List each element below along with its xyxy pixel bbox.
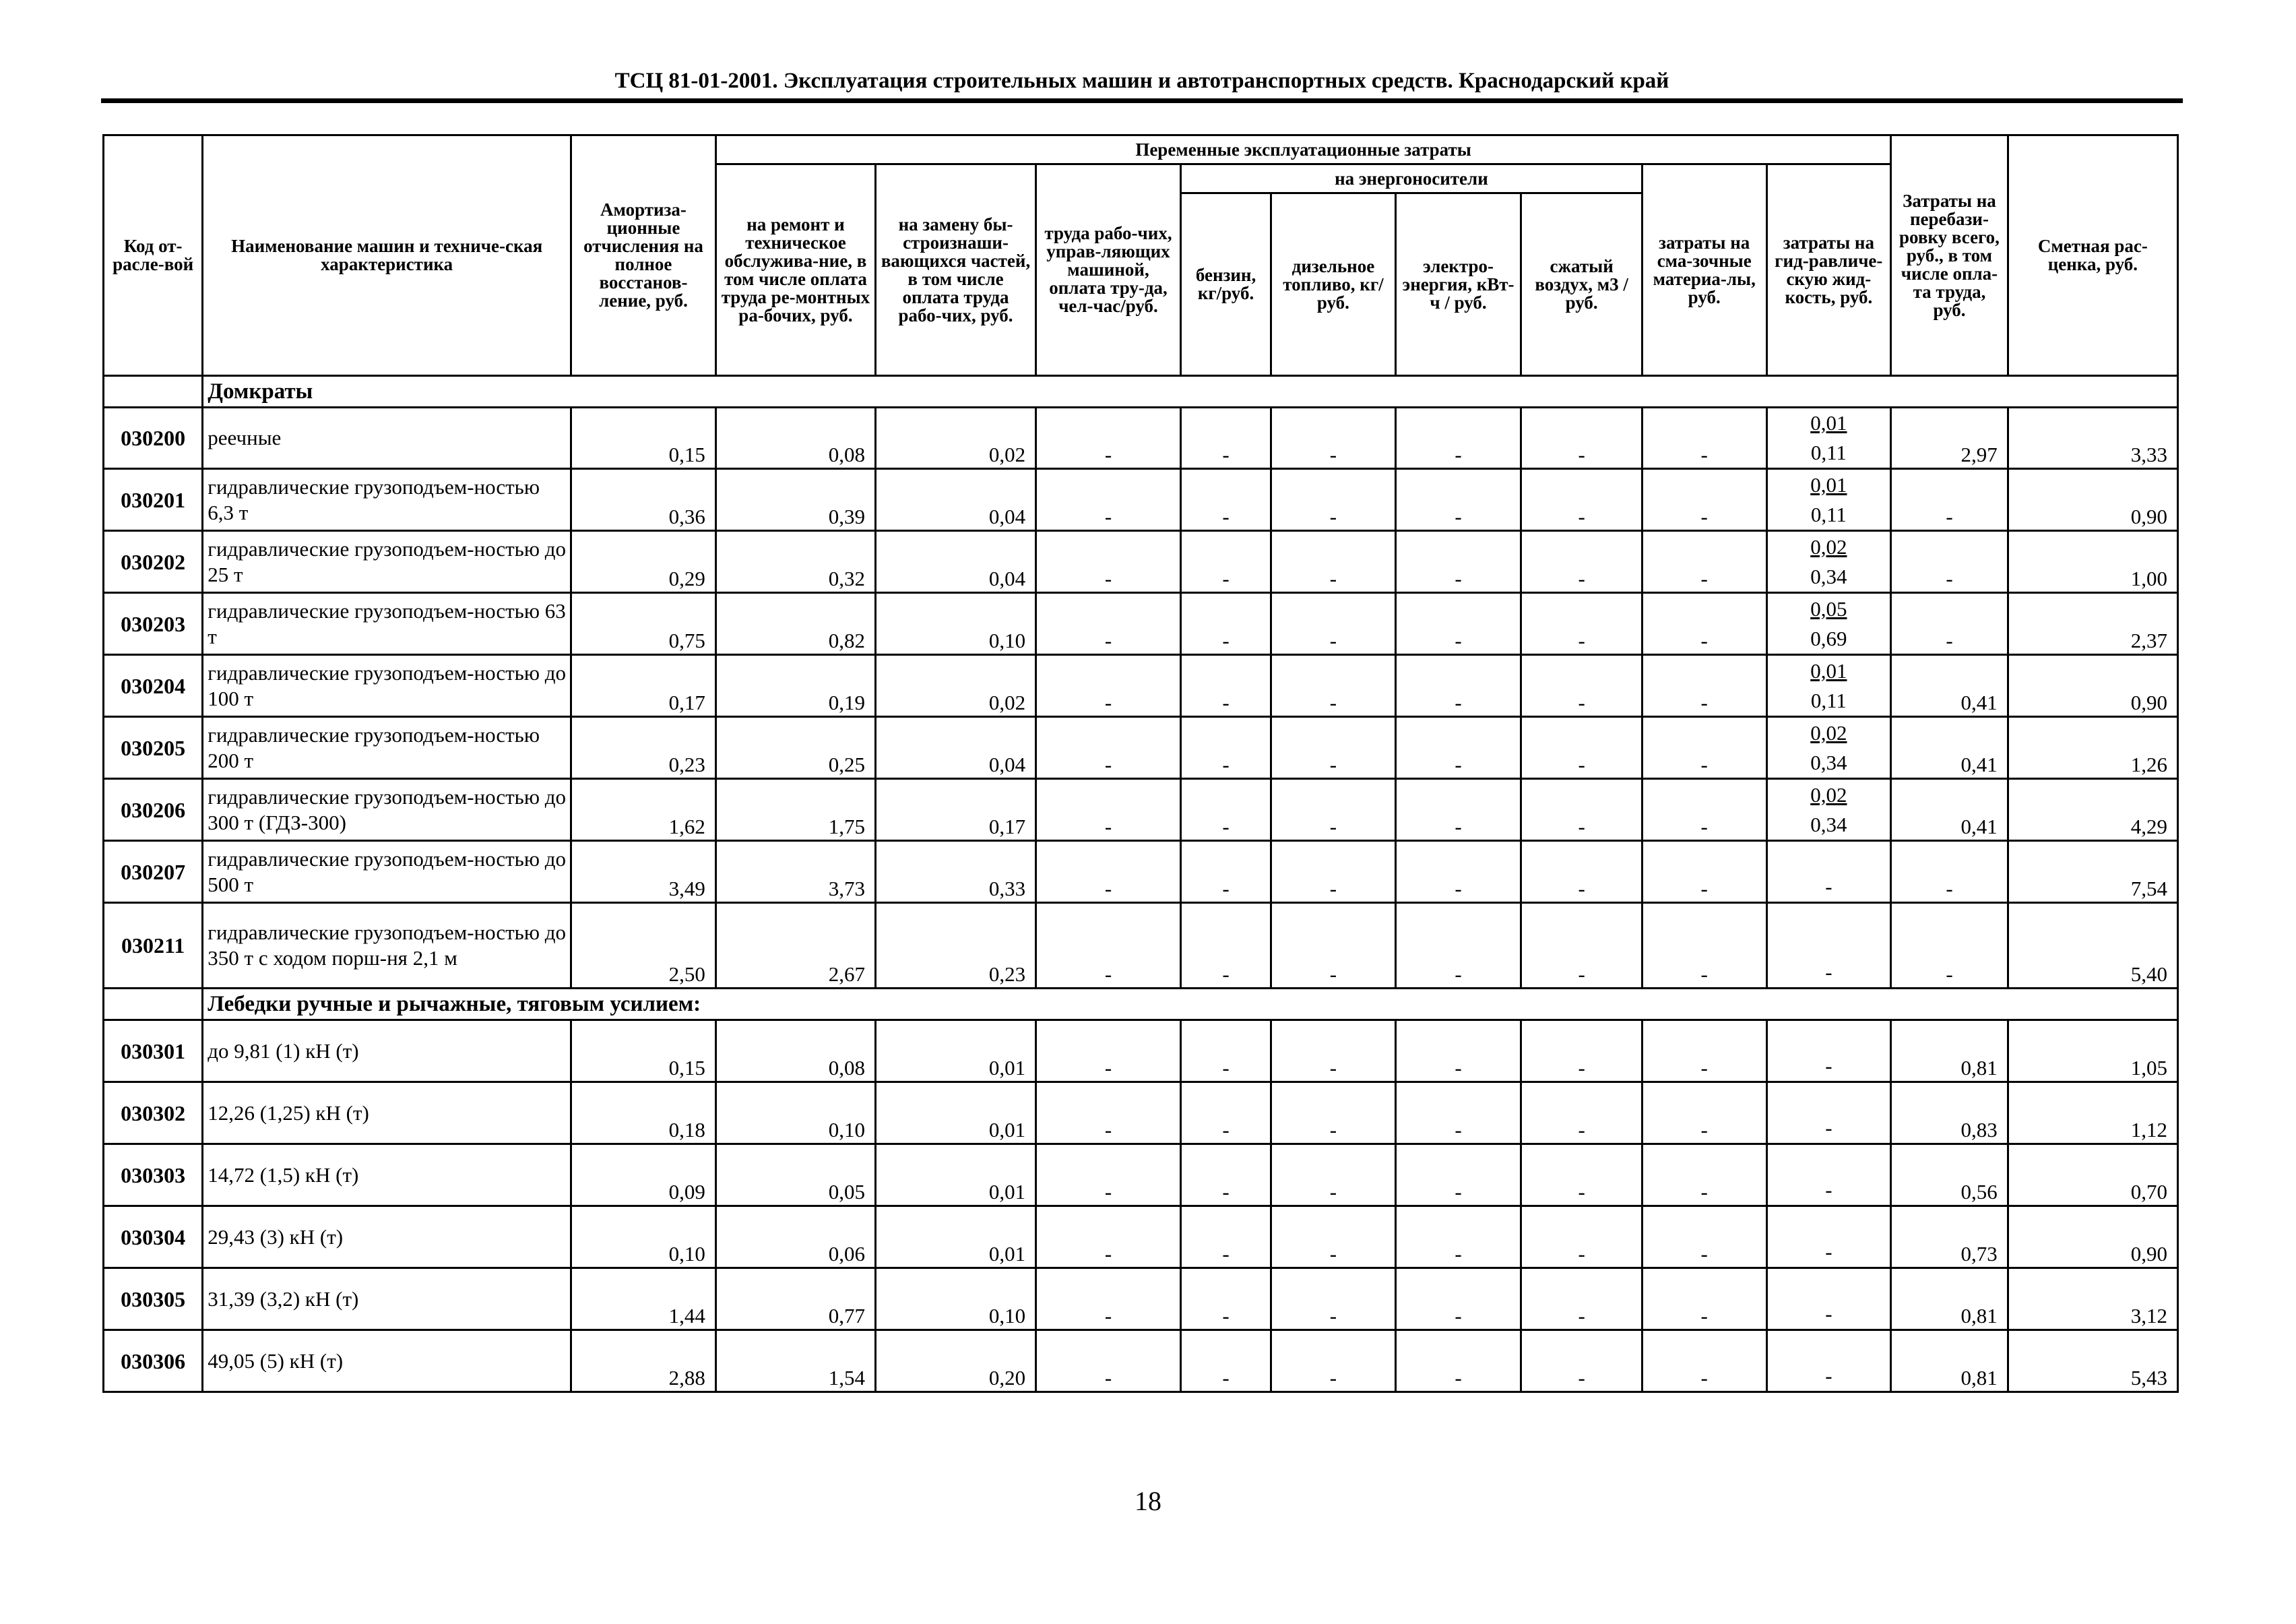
diesel-value: - xyxy=(1271,903,1396,989)
hydraulic-cost: 0,11 xyxy=(1810,689,1847,712)
air-value: - xyxy=(1521,1268,1643,1330)
labor-value: - xyxy=(1036,903,1181,989)
replace-value: 0,02 xyxy=(875,655,1035,717)
table-row xyxy=(104,408,2178,469)
repair-value: 0,82 xyxy=(715,593,875,655)
col-header-repair: на ремонт и техническое обслужива-ние, в том числе оплата труда ре-монтных ра-бочих, руб. xyxy=(715,164,875,376)
hydraulic-cost: 0,11 xyxy=(1810,441,1847,464)
petrol-value: - xyxy=(1180,531,1271,593)
col-header-energy: на энергоносители xyxy=(1180,164,1642,193)
hydraulic-quantity: 0,02 xyxy=(1810,721,1847,745)
replace-value: 0,23 xyxy=(875,903,1035,989)
table-row xyxy=(104,593,2178,655)
petrol-value: - xyxy=(1180,1330,1271,1392)
replace-value: 0,33 xyxy=(875,841,1035,903)
amort-value: 0,75 xyxy=(571,593,716,655)
air-value: - xyxy=(1521,469,1643,531)
lube-value: - xyxy=(1642,1206,1766,1268)
diesel-value: - xyxy=(1271,779,1396,841)
section-title: Лебедки ручные и рычажные, тяговым усилием: xyxy=(203,989,2178,1020)
section-row xyxy=(104,376,2178,408)
air-value: - xyxy=(1521,717,1643,779)
labor-value: - xyxy=(1036,408,1181,469)
row-code: 030200 xyxy=(104,408,203,469)
col-header-amort: Амортиза-ционные отчисления на полное восстанов-ление, руб. xyxy=(571,135,716,376)
repair-value: 0,77 xyxy=(715,1268,875,1330)
row-code: 030202 xyxy=(104,531,203,593)
hydraulic-cell xyxy=(1766,1268,1891,1330)
table-row xyxy=(104,779,2178,841)
electric-value: - xyxy=(1395,1268,1521,1330)
repair-value: 0,39 xyxy=(715,469,875,531)
replace-value: 0,01 xyxy=(875,1082,1035,1144)
diesel-value: - xyxy=(1271,1082,1396,1144)
table-row xyxy=(104,1206,2178,1268)
petrol-value: - xyxy=(1180,655,1271,717)
hydraulic-quantity: 0,02 xyxy=(1810,783,1847,807)
estimate-value: 0,90 xyxy=(2008,655,2177,717)
lube-value: - xyxy=(1642,841,1766,903)
row-code: 030305 xyxy=(104,1268,203,1330)
air-value: - xyxy=(1521,1206,1643,1268)
amort-value: 2,88 xyxy=(571,1330,716,1392)
row-code: 030306 xyxy=(104,1330,203,1392)
amort-value: 0,09 xyxy=(571,1144,716,1206)
relocation-value: 0,81 xyxy=(1891,1268,2008,1330)
electric-value: - xyxy=(1395,531,1521,593)
replace-value: 0,20 xyxy=(875,1330,1035,1392)
lube-value: - xyxy=(1642,655,1766,717)
relocation-value: 0,83 xyxy=(1891,1082,2008,1144)
hydraulic-cell xyxy=(1766,531,1891,593)
lube-value: - xyxy=(1642,1020,1766,1082)
hydraulic-cell xyxy=(1766,717,1891,779)
hydraulic-cell xyxy=(1766,655,1891,717)
repair-value: 0,32 xyxy=(715,531,875,593)
col-header-petrol: бензин, кг/руб. xyxy=(1180,193,1271,376)
hydraulic-cost: - xyxy=(1825,1302,1832,1325)
petrol-value: - xyxy=(1180,903,1271,989)
relocation-value: 0,81 xyxy=(1891,1330,2008,1392)
repair-value: 0,19 xyxy=(715,655,875,717)
replace-value: 0,02 xyxy=(875,408,1035,469)
col-header-lube: затраты на сма-зочные материа-лы, руб. xyxy=(1642,164,1766,376)
hydraulic-cell xyxy=(1766,593,1891,655)
hydraulic-cell xyxy=(1766,1330,1891,1392)
electric-value: - xyxy=(1395,903,1521,989)
diesel-value: - xyxy=(1271,841,1396,903)
hydraulic-cell xyxy=(1766,469,1891,531)
repair-value: 3,73 xyxy=(715,841,875,903)
hydraulic-cost: - xyxy=(1825,1054,1832,1078)
air-value: - xyxy=(1521,1144,1643,1206)
hydraulic-cell xyxy=(1766,841,1891,903)
lube-value: - xyxy=(1642,531,1766,593)
section-code-cell xyxy=(104,376,203,408)
lube-value: - xyxy=(1642,408,1766,469)
labor-value: - xyxy=(1036,1020,1181,1082)
lube-value: - xyxy=(1642,779,1766,841)
lube-value: - xyxy=(1642,1082,1766,1144)
electric-value: - xyxy=(1395,1020,1521,1082)
replace-value: 0,04 xyxy=(875,469,1035,531)
air-value: - xyxy=(1521,593,1643,655)
replace-value: 0,04 xyxy=(875,717,1035,779)
estimate-value: 1,05 xyxy=(2008,1020,2177,1082)
repair-value: 0,10 xyxy=(715,1082,875,1144)
row-code: 030207 xyxy=(104,841,203,903)
diesel-value: - xyxy=(1271,1144,1396,1206)
row-name: гидравлические грузоподъем-ностью до 25 т xyxy=(203,531,571,593)
diesel-value: - xyxy=(1271,469,1396,531)
electric-value: - xyxy=(1395,841,1521,903)
diesel-value: - xyxy=(1271,1020,1396,1082)
electric-value: - xyxy=(1395,593,1521,655)
col-header-name: Наименование машин и техниче-ская характеристика xyxy=(203,135,571,376)
col-header-electric: электро-энергия, кВт-ч / руб. xyxy=(1395,193,1521,376)
lube-value: - xyxy=(1642,593,1766,655)
row-code: 030301 xyxy=(104,1020,203,1082)
air-value: - xyxy=(1521,655,1643,717)
replace-value: 0,04 xyxy=(875,531,1035,593)
relocation-value: - xyxy=(1891,531,2008,593)
col-header-estimate: Сметная рас-ценка, руб. xyxy=(2008,135,2177,376)
electric-value: - xyxy=(1395,779,1521,841)
section-title: Домкраты xyxy=(203,376,2178,408)
col-header-relocation: Затраты на перебази-ровку всего, руб., в том числе опла-та труда, руб. xyxy=(1891,135,2008,376)
table-row xyxy=(104,1020,2178,1082)
row-name: 12,26 (1,25) кН (т) xyxy=(203,1082,571,1144)
col-header-labor: труда рабо-чих, управ-ляющих машиной, оплата тру-да, чел-час/руб. xyxy=(1036,164,1181,376)
hydraulic-cost: - xyxy=(1825,960,1832,984)
repair-value: 0,08 xyxy=(715,408,875,469)
row-code: 030304 xyxy=(104,1206,203,1268)
row-name: гидравлические грузоподъем-ностью 200 т xyxy=(203,717,571,779)
row-code: 030303 xyxy=(104,1144,203,1206)
petrol-value: - xyxy=(1180,1144,1271,1206)
replace-value: 0,10 xyxy=(875,1268,1035,1330)
row-name: гидравлические грузоподъем-ностью до 500 т xyxy=(203,841,571,903)
electric-value: - xyxy=(1395,1206,1521,1268)
hydraulic-cost: - xyxy=(1825,1240,1832,1263)
row-name: до 9,81 (1) кН (т) xyxy=(203,1020,571,1082)
relocation-value: 2,97 xyxy=(1891,408,2008,469)
labor-value: - xyxy=(1036,469,1181,531)
table-row xyxy=(104,1268,2178,1330)
estimate-value: 4,29 xyxy=(2008,779,2177,841)
estimate-value: 5,43 xyxy=(2008,1330,2177,1392)
amort-value: 0,23 xyxy=(571,717,716,779)
hydraulic-quantity: 0,01 xyxy=(1810,659,1847,683)
diesel-value: - xyxy=(1271,655,1396,717)
labor-value: - xyxy=(1036,1206,1181,1268)
repair-value: 0,08 xyxy=(715,1020,875,1082)
labor-value: - xyxy=(1036,1144,1181,1206)
estimate-value: 3,12 xyxy=(2008,1268,2177,1330)
table-row xyxy=(104,531,2178,593)
hydraulic-quantity: 0,01 xyxy=(1810,411,1847,435)
hydraulic-quantity: 0,05 xyxy=(1810,597,1847,621)
petrol-value: - xyxy=(1180,1268,1271,1330)
labor-value: - xyxy=(1036,717,1181,779)
table-row xyxy=(104,841,2178,903)
amort-value: 1,44 xyxy=(571,1268,716,1330)
table-row xyxy=(104,1144,2178,1206)
replace-value: 0,01 xyxy=(875,1020,1035,1082)
replace-value: 0,17 xyxy=(875,779,1035,841)
diesel-value: - xyxy=(1271,1330,1396,1392)
estimate-value: 7,54 xyxy=(2008,841,2177,903)
document-header: ТСЦ 81-01-2001. Эксплуатация строительных машин и автотранспортных средств. Краснодарский край xyxy=(614,69,1669,93)
repair-value: 2,67 xyxy=(715,903,875,989)
replace-value: 0,10 xyxy=(875,593,1035,655)
air-value: - xyxy=(1521,841,1643,903)
air-value: - xyxy=(1521,1020,1643,1082)
col-header-diesel: дизельное топливо, кг/руб. xyxy=(1271,193,1396,376)
table-body xyxy=(104,376,2178,1392)
estimate-value: 1,12 xyxy=(2008,1082,2177,1144)
page-number: 18 xyxy=(1135,1486,1161,1516)
row-name: 29,43 (3) кН (т) xyxy=(203,1206,571,1268)
lube-value: - xyxy=(1642,1268,1766,1330)
row-name: гидравлические грузоподъем-ностью 63 т xyxy=(203,593,571,655)
section-code-cell xyxy=(104,989,203,1020)
labor-value: - xyxy=(1036,841,1181,903)
electric-value: - xyxy=(1395,1082,1521,1144)
labor-value: - xyxy=(1036,1268,1181,1330)
estimate-value: 0,90 xyxy=(2008,1206,2177,1268)
repair-value: 1,75 xyxy=(715,779,875,841)
row-code: 030302 xyxy=(104,1082,203,1144)
relocation-value: 0,73 xyxy=(1891,1206,2008,1268)
row-name: гидравлические грузоподъем-ностью до 100 т xyxy=(203,655,571,717)
petrol-value: - xyxy=(1180,1206,1271,1268)
row-code: 030205 xyxy=(104,717,203,779)
relocation-value: 0,41 xyxy=(1891,717,2008,779)
row-name: 31,39 (3,2) кН (т) xyxy=(203,1268,571,1330)
labor-value: - xyxy=(1036,779,1181,841)
row-code: 030201 xyxy=(104,469,203,531)
diesel-value: - xyxy=(1271,1206,1396,1268)
amort-value: 2,50 xyxy=(571,903,716,989)
estimate-value: 1,26 xyxy=(2008,717,2177,779)
table-row xyxy=(104,903,2178,989)
repair-value: 0,06 xyxy=(715,1206,875,1268)
hydraulic-cost: - xyxy=(1825,1364,1832,1387)
col-header-replace: на замену бы-строизнаши-вающихся частей, в том числе оплата труда рабо-чих, руб. xyxy=(875,164,1035,376)
relocation-value: 0,41 xyxy=(1891,779,2008,841)
repair-value: 1,54 xyxy=(715,1330,875,1392)
table-row xyxy=(104,655,2178,717)
lube-value: - xyxy=(1642,1144,1766,1206)
replace-value: 0,01 xyxy=(875,1144,1035,1206)
row-name: 49,05 (5) кН (т) xyxy=(203,1330,571,1392)
estimate-value: 5,40 xyxy=(2008,903,2177,989)
relocation-value: 0,41 xyxy=(1891,655,2008,717)
amort-value: 3,49 xyxy=(571,841,716,903)
amort-value: 0,29 xyxy=(571,531,716,593)
electric-value: - xyxy=(1395,717,1521,779)
relocation-value: - xyxy=(1891,841,2008,903)
col-header-air: сжатый воздух, м3 / руб. xyxy=(1521,193,1643,376)
electric-value: - xyxy=(1395,408,1521,469)
air-value: - xyxy=(1521,903,1643,989)
amort-value: 0,15 xyxy=(571,408,716,469)
estimate-value: 0,70 xyxy=(2008,1144,2177,1206)
table-row xyxy=(104,469,2178,531)
petrol-value: - xyxy=(1180,469,1271,531)
repair-value: 0,25 xyxy=(715,717,875,779)
amort-value: 0,15 xyxy=(571,1020,716,1082)
lube-value: - xyxy=(1642,717,1766,779)
hydraulic-cell xyxy=(1766,1144,1891,1206)
petrol-value: - xyxy=(1180,717,1271,779)
hydraulic-cell xyxy=(1766,1020,1891,1082)
diesel-value: - xyxy=(1271,593,1396,655)
row-name: гидравлические грузоподъем-ностью до 300 т (ГДЗ-300) xyxy=(203,779,571,841)
row-code: 030204 xyxy=(104,655,203,717)
hydraulic-cell xyxy=(1766,408,1891,469)
diesel-value: - xyxy=(1271,531,1396,593)
labor-value: - xyxy=(1036,531,1181,593)
labor-value: - xyxy=(1036,1330,1181,1392)
relocation-value: - xyxy=(1891,903,2008,989)
hydraulic-cell xyxy=(1766,903,1891,989)
relocation-value: 0,81 xyxy=(1891,1020,2008,1082)
air-value: - xyxy=(1521,1330,1643,1392)
estimate-value: 0,90 xyxy=(2008,469,2177,531)
relocation-value: - xyxy=(1891,469,2008,531)
lube-value: - xyxy=(1642,903,1766,989)
diesel-value: - xyxy=(1271,717,1396,779)
hydraulic-cell xyxy=(1766,1206,1891,1268)
hydraulic-cost: 0,34 xyxy=(1810,813,1847,836)
lube-value: - xyxy=(1642,469,1766,531)
price-table xyxy=(102,134,2179,1393)
hydraulic-cost: - xyxy=(1825,1116,1832,1139)
relocation-value: - xyxy=(1891,593,2008,655)
diesel-value: - xyxy=(1271,408,1396,469)
labor-value: - xyxy=(1036,593,1181,655)
row-code: 030203 xyxy=(104,593,203,655)
col-header-code: Код от-расле-вой xyxy=(104,135,203,376)
lube-value: - xyxy=(1642,1330,1766,1392)
electric-value: - xyxy=(1395,1144,1521,1206)
hydraulic-cost: - xyxy=(1825,1178,1832,1201)
row-name: реечные xyxy=(203,408,571,469)
table-row xyxy=(104,717,2178,779)
col-header-variable: Переменные эксплуатационные затраты xyxy=(715,135,1890,164)
estimate-value: 3,33 xyxy=(2008,408,2177,469)
table-row xyxy=(104,1082,2178,1144)
hydraulic-cost: 0,11 xyxy=(1810,503,1847,526)
section-row xyxy=(104,989,2178,1020)
table-row xyxy=(104,1330,2178,1392)
hydraulic-cost: 0,34 xyxy=(1810,751,1847,774)
petrol-value: - xyxy=(1180,593,1271,655)
hydraulic-quantity: 0,01 xyxy=(1810,473,1847,497)
hydraulic-cost: 0,69 xyxy=(1810,627,1847,650)
petrol-value: - xyxy=(1180,408,1271,469)
relocation-value: 0,56 xyxy=(1891,1144,2008,1206)
col-header-hydraulic: затраты на гид-равличе-скую жид-кость, руб. xyxy=(1766,164,1891,376)
air-value: - xyxy=(1521,1082,1643,1144)
air-value: - xyxy=(1521,531,1643,593)
amort-value: 0,10 xyxy=(571,1206,716,1268)
petrol-value: - xyxy=(1180,1082,1271,1144)
hydraulic-cost: 0,34 xyxy=(1810,565,1847,588)
diesel-value: - xyxy=(1271,1268,1396,1330)
row-name: гидравлические грузоподъем-ностью 6,3 т xyxy=(203,469,571,531)
estimate-value: 1,00 xyxy=(2008,531,2177,593)
petrol-value: - xyxy=(1180,841,1271,903)
electric-value: - xyxy=(1395,1330,1521,1392)
row-code: 030211 xyxy=(104,903,203,989)
replace-value: 0,01 xyxy=(875,1206,1035,1268)
labor-value: - xyxy=(1036,655,1181,717)
petrol-value: - xyxy=(1180,779,1271,841)
petrol-value: - xyxy=(1180,1020,1271,1082)
electric-value: - xyxy=(1395,655,1521,717)
amort-value: 0,18 xyxy=(571,1082,716,1144)
hydraulic-quantity: 0,02 xyxy=(1810,535,1847,559)
amort-value: 0,17 xyxy=(571,655,716,717)
hydraulic-cell xyxy=(1766,779,1891,841)
estimate-value: 2,37 xyxy=(2008,593,2177,655)
repair-value: 0,05 xyxy=(715,1144,875,1206)
air-value: - xyxy=(1521,779,1643,841)
hydraulic-cost: - xyxy=(1825,875,1832,898)
row-code: 030206 xyxy=(104,779,203,841)
hydraulic-cell xyxy=(1766,1082,1891,1144)
air-value: - xyxy=(1521,408,1643,469)
amort-value: 0,36 xyxy=(571,469,716,531)
row-name: гидравлические грузоподъем-ностью до 350 т с ходом порш-ня 2,1 м xyxy=(203,903,571,989)
labor-value: - xyxy=(1036,1082,1181,1144)
electric-value: - xyxy=(1395,469,1521,531)
header-rule xyxy=(101,98,2183,103)
amort-value: 1,62 xyxy=(571,779,716,841)
row-name: 14,72 (1,5) кН (т) xyxy=(203,1144,571,1206)
